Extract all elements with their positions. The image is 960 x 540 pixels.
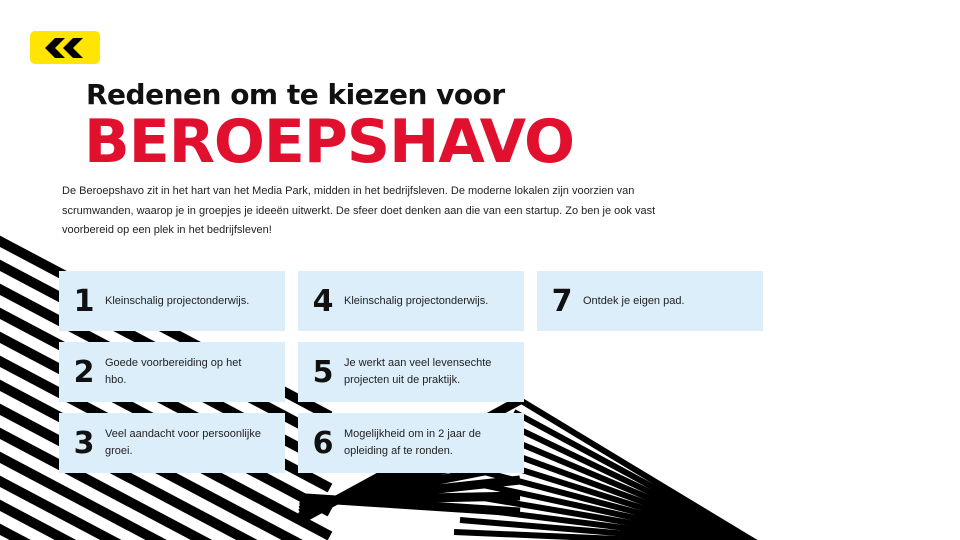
reason-text: Veel aandacht voor persoonlijke groei. xyxy=(105,428,261,457)
double-chevron-left-icon xyxy=(43,38,87,58)
reason-card-7[interactable] xyxy=(537,271,763,331)
reason-text: Mogelijkheid om in 2 jaar de opleiding af te ronden. xyxy=(344,428,481,457)
reason-number: 1 xyxy=(73,283,95,319)
reason-card-5[interactable] xyxy=(298,342,524,402)
reason-text: Kleinschalig projectonderwijs. xyxy=(105,294,250,307)
reason-text: Kleinschalig projectonderwijs. xyxy=(344,294,489,307)
reason-card-2[interactable] xyxy=(59,342,285,402)
page-title: BEROEPSHAVO xyxy=(84,107,575,177)
reason-number: 3 xyxy=(73,425,95,461)
reason-number: 6 xyxy=(312,425,334,461)
page-subtitle: Redenen om te kiezen voor xyxy=(86,78,505,111)
reason-text: Je werkt aan veel levensechte projecten uit de praktijk. xyxy=(344,357,492,386)
back-button[interactable] xyxy=(30,31,100,64)
reason-number: 2 xyxy=(73,354,95,390)
reason-card-6[interactable] xyxy=(298,413,524,473)
reason-card-1[interactable] xyxy=(59,271,285,331)
intro-paragraph: De Beroepshavo zit in het hart van het Media Park, midden in het bedrijfsleven. De moderne lokalen zijn voorzien van scrumwanden, waarop je in groepjes je ideeën uitwerkt. De sfeer doet denken aan die van een startup. Zo ben je ook vast voorbereid op een plek in het bedrijfsleven! xyxy=(62,185,656,236)
reason-card-4[interactable] xyxy=(298,271,524,331)
reason-text: Ontdek je eigen pad. xyxy=(583,294,685,307)
reason-card-3[interactable] xyxy=(59,413,285,473)
reason-number: 7 xyxy=(551,283,573,319)
reason-text: Goede voorbereiding op het hbo. xyxy=(105,357,242,386)
reason-number: 4 xyxy=(312,283,334,319)
reason-number: 5 xyxy=(312,354,334,390)
